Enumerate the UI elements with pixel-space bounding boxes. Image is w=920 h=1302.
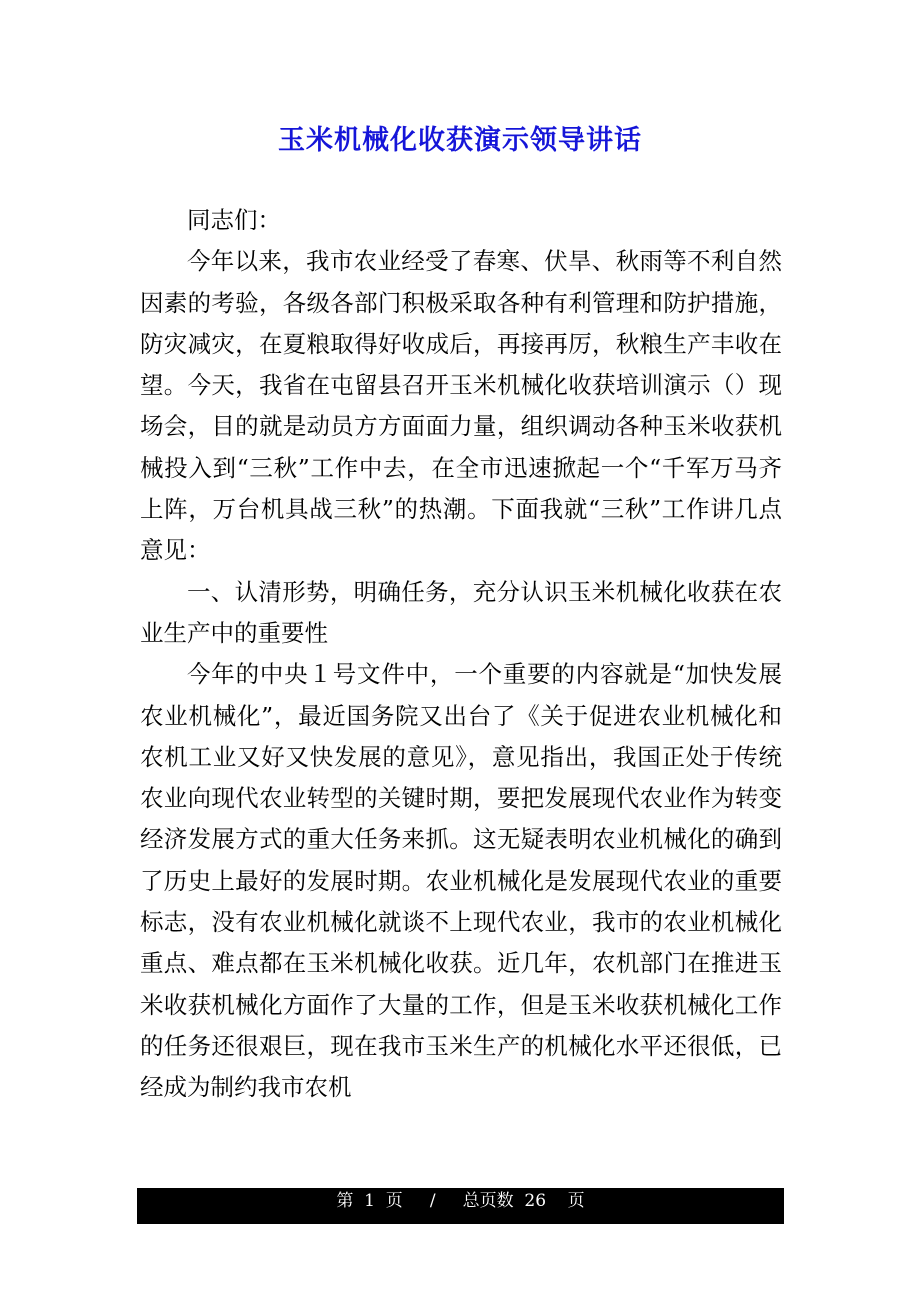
page-footer: [137, 1188, 784, 1224]
paragraph-body: 今年的中央１号文件中，一个重要的内容就是“加快发展农业机械化”，最近国务院又出台了《关于促进农业机械化和农机工业又好又快发展的意见》，意见指出，我国正处于传统农业向现代农业转型的关键时期，要把发展现代农业作为转变经济发展方式的重大任务来抓。这无疑表明农业机械化的确到了历史上最好的发展时期。农业机械化是发展现代农业的重要标志，没有农业机械化就谈不上现代农业，我市的农业机械化重点、难点都在玉米机械化收获。近几年，农机部门在推进玉米收获机械化方面作了大量的工作，但是玉米收获机械化工作的任务还很艰巨，现在我市玉米生产的机械化水平还很低，已经成为制约我市农机: [140, 660, 782, 1102]
paragraph-salutation: 同志们：: [187, 206, 281, 234]
footer-page-prefix: 第: [336, 1191, 354, 1211]
footer-total-suffix: 页: [567, 1191, 585, 1211]
paragraph-intro: 今年以来，我市农业经受了春寒、伏旱、秋雨等不利自然因素的考验，各级各部门积极采取各种有利管理和防护措施，防灾减灾，在夏粮取得好收成后，再接再厉，秋粮生产丰收在望。今天，我省在屯留县召开玉米机械化收获培训演示（）现场会，目的就是动员方方面面力量，组织调动各种玉米收获机械投入到“三秋”工作中去，在全市迅速掀起一个“千军万马齐上阵，万台机具战三秋”的热潮。下面我就“三秋”工作讲几点意见：: [140, 247, 782, 565]
document-body: [140, 200, 782, 1109]
document-title: 玉米机械化收获演示领导讲话: [278, 125, 642, 156]
footer-page-suffix: 页: [385, 1191, 403, 1211]
footer-total-label: 总页数: [462, 1191, 514, 1211]
footer-separator: /: [429, 1191, 436, 1211]
paragraph-section-heading: 一、认清形势，明确任务，充分认识玉米机械化收获在农业生产中的重要性: [140, 577, 782, 647]
footer-current-page: 1: [364, 1191, 375, 1211]
footer-total-pages: 26: [524, 1191, 547, 1211]
